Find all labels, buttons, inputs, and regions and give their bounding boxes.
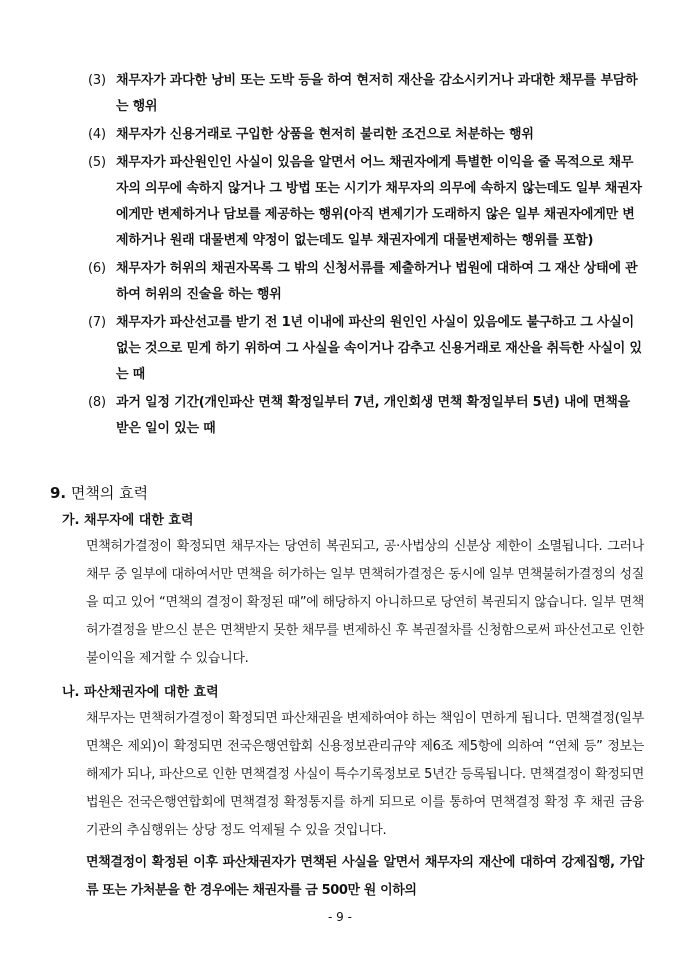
list-item	[88, 68, 644, 120]
item-number: (7)	[88, 315, 106, 330]
section-heading	[50, 482, 148, 504]
section-title: 면책의 효력	[70, 484, 149, 502]
list-item	[88, 122, 644, 148]
item-text: 채무자가 과다한 낭비 또는 도박 등을 하여 현저히 재산을 감소시키거나 과대한 채무를 부담하는 행위	[116, 73, 638, 114]
list-item	[88, 310, 644, 388]
non-discharge-grounds-list	[88, 68, 644, 444]
item-text: 채무자가 파산원인인 사실이 있음을 알면서 어느 채권자에게 특별한 이익을 줄 목적으로 채무자의 의무에 속하지 않거나 그 방법 또는 시기가 채무자의 의무에 속하지 않는데도 일부 채권자에게만 변제하거나 담보를 제공하는 행위(아직 변제기가 도래하지 않은 일부 채권자에게만 변제하거나 원래 대물변제 약정이 없는데도 일부 채권자에게 대물변제하는 행위를 포함)	[116, 155, 642, 248]
subsection-title-debtor: 가. 채무자에 대한 효력	[62, 513, 194, 528]
list-item	[88, 390, 644, 442]
item-text: 채무자가 파산선고를 받기 전 1년 이내에 파산의 원인인 사실이 있음에도 불구하고 그 사실이 없는 것으로 믿게 하기 위하여 그 사실을 속이거나 감추고 신용거래로 재산을 취득한 사실이 있는 때	[116, 315, 642, 382]
item-number: (6)	[88, 261, 106, 276]
item-text: 과거 일정 기간(개인파산 면책 확정일부터 7년, 개인회생 면책 확정일부터 5년) 내에 면책을 받은 일이 있는 때	[116, 395, 631, 436]
paragraph-debtor-effect: 면책허가결정이 확정되면 채무자는 당연히 복권되고, 공·사법상의 신분상 제한이 소멸됩니다. 그러나 채무 중 일부에 대하여서만 면책을 허가하는 일부 면책허가결정은 동시에 일부 면책불허가결정의 성질을 띠고 있어 “면책의 결정이 확정된 때”에 해당하지 아니하므로 당연히 복권되지 않습니다. 일부 면책허가결정을 받으신 분은 면책받지 못한 채무를 변제하신 후 복권절차를 신청함으로써 파산선고로 인한 불이익을 제거할 수 있습니다.	[86, 539, 644, 666]
paragraph-creditor-effect: 채무자는 면책허가결정이 확정되면 파산채권을 변제하여야 하는 책임이 면하게 됩니다. 면책결정(일부면책은 제외)이 확정되면 전국은행연합회 신용정보관리규약 제6조 제5항에 의하여 “연체 등” 정보는 해제가 되나, 파산으로 인한 면책결정 사실이 특수기록정보로 5년간 등록됩니다. 면책결정이 확정되면 법원은 전국은행연합회에 면책결정 확정통지를 하게 되므로 이를 통하여 면책결정 확정 후 채권 금융기관의 추심행위는 상당 정도 억제될 수 있을 것입니다.	[86, 711, 644, 838]
item-number: (4)	[88, 127, 106, 142]
list-item	[88, 256, 644, 308]
subsection-title-creditors: 나. 파산채권자에 대한 효력	[62, 685, 219, 700]
section-number: 9.	[50, 484, 67, 502]
item-number: (3)	[88, 73, 106, 88]
paragraph-sanction-bold: 면책결정이 확정된 이후 파산채권자가 면책된 사실을 알면서 채무자의 재산에 대하여 강제집행, 가압류 또는 가처분을 한 경우에는 채권자를 금 500만 원 이하의	[86, 855, 644, 898]
item-number: (8)	[88, 395, 106, 410]
item-number: (5)	[88, 155, 106, 170]
page-number: - 9 -	[328, 910, 352, 924]
list-item	[88, 150, 644, 254]
item-text: 채무자가 허위의 채권자목록 그 밖의 신청서류를 제출하거나 법원에 대하여 그 재산 상태에 관하여 허위의 진술을 하는 행위	[116, 261, 638, 302]
item-text: 채무자가 신용거래로 구입한 상품을 현저히 불리한 조건으로 처분하는 행위	[116, 127, 534, 142]
